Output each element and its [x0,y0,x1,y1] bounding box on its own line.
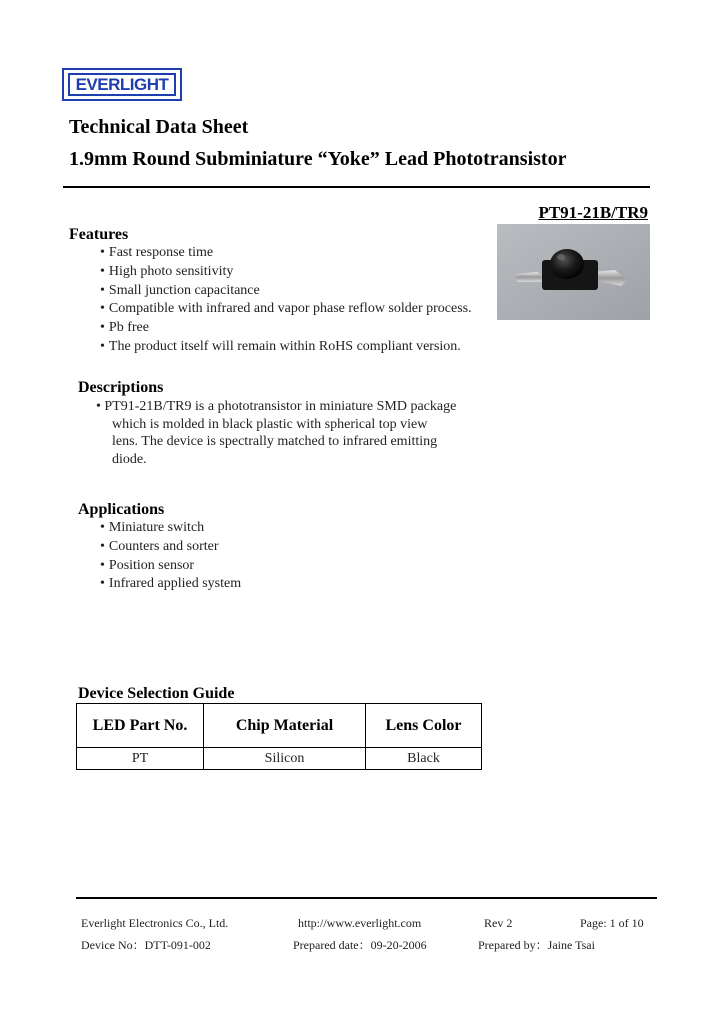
everlight-logo [62,68,182,101]
features-list [100,244,472,357]
description-line: • PT91-21B/TR9 is a phototransistor in miniature SMD package [96,399,457,414]
list-item: • Compatible with infrared and vapor phase reflow solder process. [100,300,472,319]
table-cell: Silicon [204,748,366,770]
list-item: • The product itself will remain within RoHS compliant version. [100,338,472,357]
selection-guide-table [76,703,482,770]
table-cell: PT [77,748,204,770]
footer-rev: Rev 2 [484,916,513,930]
list-item: • High photo sensitivity [100,263,472,282]
description-text [96,398,483,468]
footer-company: Everlight Electronics Co., Ltd. [81,916,229,930]
list-item: • Infrared applied system [100,575,241,594]
descriptions-heading: Descriptions [78,379,164,396]
header-rule [63,186,650,188]
table-header-row [77,704,482,748]
list-item: • Small junction capacitance [100,282,472,301]
description-line: diode. [112,451,147,467]
description-line: lens. The device is spectrally matched to infrared emitting [112,434,438,449]
product-photo [497,224,650,320]
column-header: Lens Color [366,704,482,748]
footer-prepared-by: Prepared by：Jaine Tsai [478,938,595,952]
footer-url[interactable]: http://www.everlight.com [298,916,422,930]
applications-heading: Applications [78,501,165,518]
table-row [77,748,482,770]
column-header: Chip Material [204,704,366,748]
column-header: LED Part No. [77,704,204,748]
footer-rule [76,897,657,899]
list-item: • Counters and sorter [100,538,241,557]
list-item: • Miniature switch [100,519,241,538]
list-item: • Position sensor [100,557,241,576]
table-cell: Black [366,748,482,770]
list-item: • Pb free [100,319,472,338]
applications-list [100,519,241,594]
doc-subtitle: 1.9mm Round Subminiature “Yoke” Lead Phototransistor [69,148,567,170]
doc-title: Technical Data Sheet [69,116,249,138]
footer-device-no: Device No：DTT-091-002 [81,938,211,952]
part-number: PT91-21B/TR9 [538,203,648,222]
bullet: • [96,399,101,414]
description-line: which is molded in black plastic with spherical top view [112,416,428,432]
list-item: • Fast response time [100,244,472,263]
logo-text: EVERLIGHT [68,73,176,96]
footer-prepared-date: Prepared date：09-20-2006 [293,938,427,952]
features-heading: Features [69,226,129,243]
footer-page: Page: 1 of 10 [580,916,644,930]
selection-guide-heading: Device Selection Guide [78,685,235,702]
